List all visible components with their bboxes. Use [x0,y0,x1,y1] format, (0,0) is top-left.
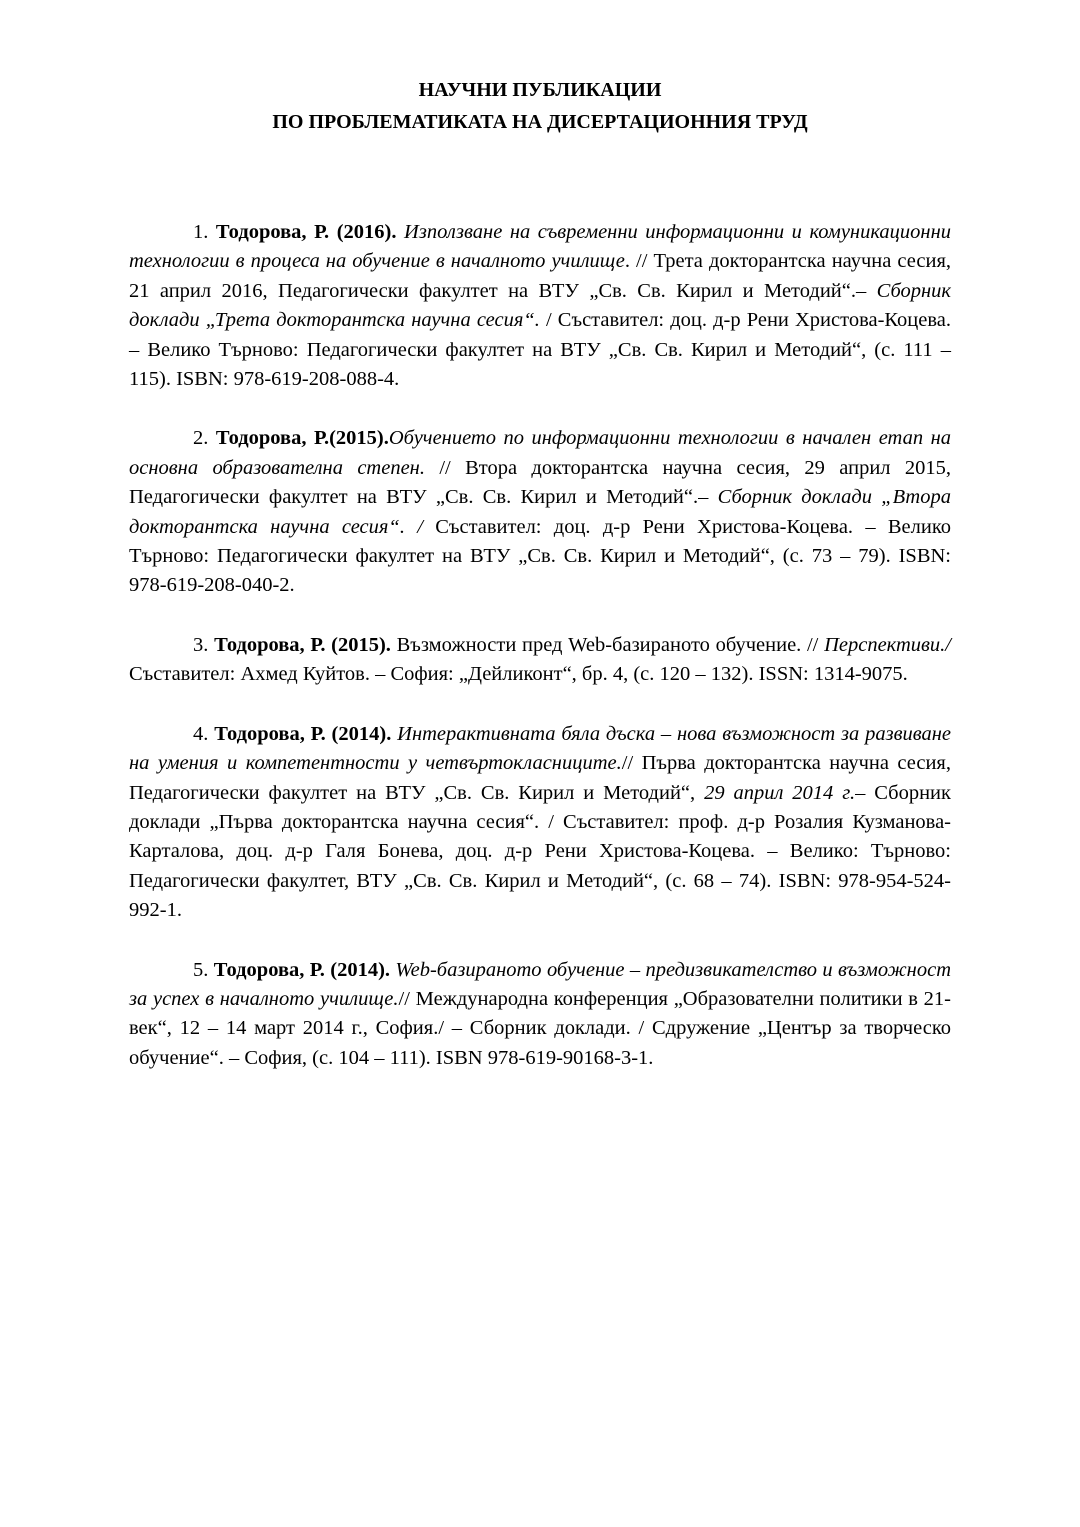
item-details: Съставител: Ахмед Куйтов. – София: „Дейликонт“, бр. 4, (с. 120 – 132). ISSN: 1314-9075. [129,663,908,686]
item-title: Използване на съвременни информационни и комуникационни технологии в процеса на обучение в началното училище [129,221,952,273]
item-title: Обучението по информационни технологии в начален етап на основна образователна степен. [129,427,951,479]
publication-list [129,218,951,1073]
item-author: Тодорова, Р. (2014). [213,958,391,981]
item-title: Възможности пред Web-базираното обучение. // [390,633,825,656]
publication-item-3 [129,631,951,690]
title-line-2: ПО ПРОБЛЕМАТИКАТА НА ДИСЕРТАЦИОННИЯ ТРУД [272,111,808,133]
item-number: 1. [193,221,209,243]
item-number: 5. [193,958,209,981]
item-author: Тодорова, Р. (2014). [214,722,392,745]
publication-item-5 [129,956,951,1074]
item-publisher: – Сборник доклади „Първа докторантска научна сесия“. / Съставител: проф. д-р Розалия Кузманова-Карталова, доц. д-р Галя Бонева, доц. д-р Рени Христова-Коцева. – Велико: Търново: Педагогически факултет, ВТУ „Св. Св. Кирил и Методий“, (с. 68 – 74). ISBN: 978-954-524-992-1. [129,781,951,922]
item-title: Web-базираното обучение – предизвикателство и възможност за успех в началното училище. [129,958,952,1010]
item-proceedings: Сборник доклади „Втора докторантска научна сесия“. / [129,486,951,538]
page-title [129,74,951,138]
item-publisher: Съставител: доц. д-р Рени Христова-Коцева. – Велико Търново: Педагогически факултет на ВТУ „Св. Св. Кирил и Методий“, (с. 73 – 79). ISBN: 978-619-208-040-2. [129,515,951,597]
item-details: . // Трета докторантска научна сесия, 21 април 2016, Педагогически факултет на ВТУ „Св. Св. Кирил и Методий“.– [129,250,952,302]
item-details: // Първа докторантска научна сесия, Педагогически факултет на ВТУ „Св. Св. Кирил и Методий“, [129,752,951,804]
title-line-1: НАУЧНИ ПУБЛИКАЦИИ [418,79,662,101]
item-journal: Перспективи./ [824,633,952,656]
publication-item-2 [129,424,951,600]
item-author: Тодорова, Р. (2015). [214,633,391,656]
publication-item-4 [129,720,951,926]
item-details: // Международна конференция „Образователни политики в 21-век“, 12 – 14 март 2014 г., София./ – Сборник доклади. / Сдружение „Център за творческо обучение“. – София, (с. 104 – 111). ISBN 978-619-90168-3-1. [129,987,952,1069]
item-number: 2. [193,427,209,450]
item-proceedings: Сборник доклади „Трета докторантска научна сесия“. [129,279,951,332]
item-details: // Втора докторантска научна сесия, 29 април 2015, Педагогически факултет на ВТУ „Св. Св. Кирил и Методий“.– [129,456,951,509]
item-number: 4. [193,722,209,745]
item-publisher: / Съставител: доц. д-р Рени Христова-Коцева. – Велико Търново: Педагогически факултет на ВТУ „Св. Св. Кирил и Методий“, (с. 111 – 115). ISBN: 978-619-208-088-4. [129,309,952,391]
item-author: Тодорова, Р.(2015). [215,427,389,450]
document-page [129,74,951,1103]
item-number: 3. [193,633,209,656]
item-date: 29 април 2014 г. [704,781,856,804]
item-title: Интерактивната бяла дъска – нова възможност за развиване на умения и компетентности у четвъртокласниците. [129,722,952,775]
publication-item-1 [129,218,951,394]
item-author: Тодорова, Р. (2016). [215,221,397,243]
